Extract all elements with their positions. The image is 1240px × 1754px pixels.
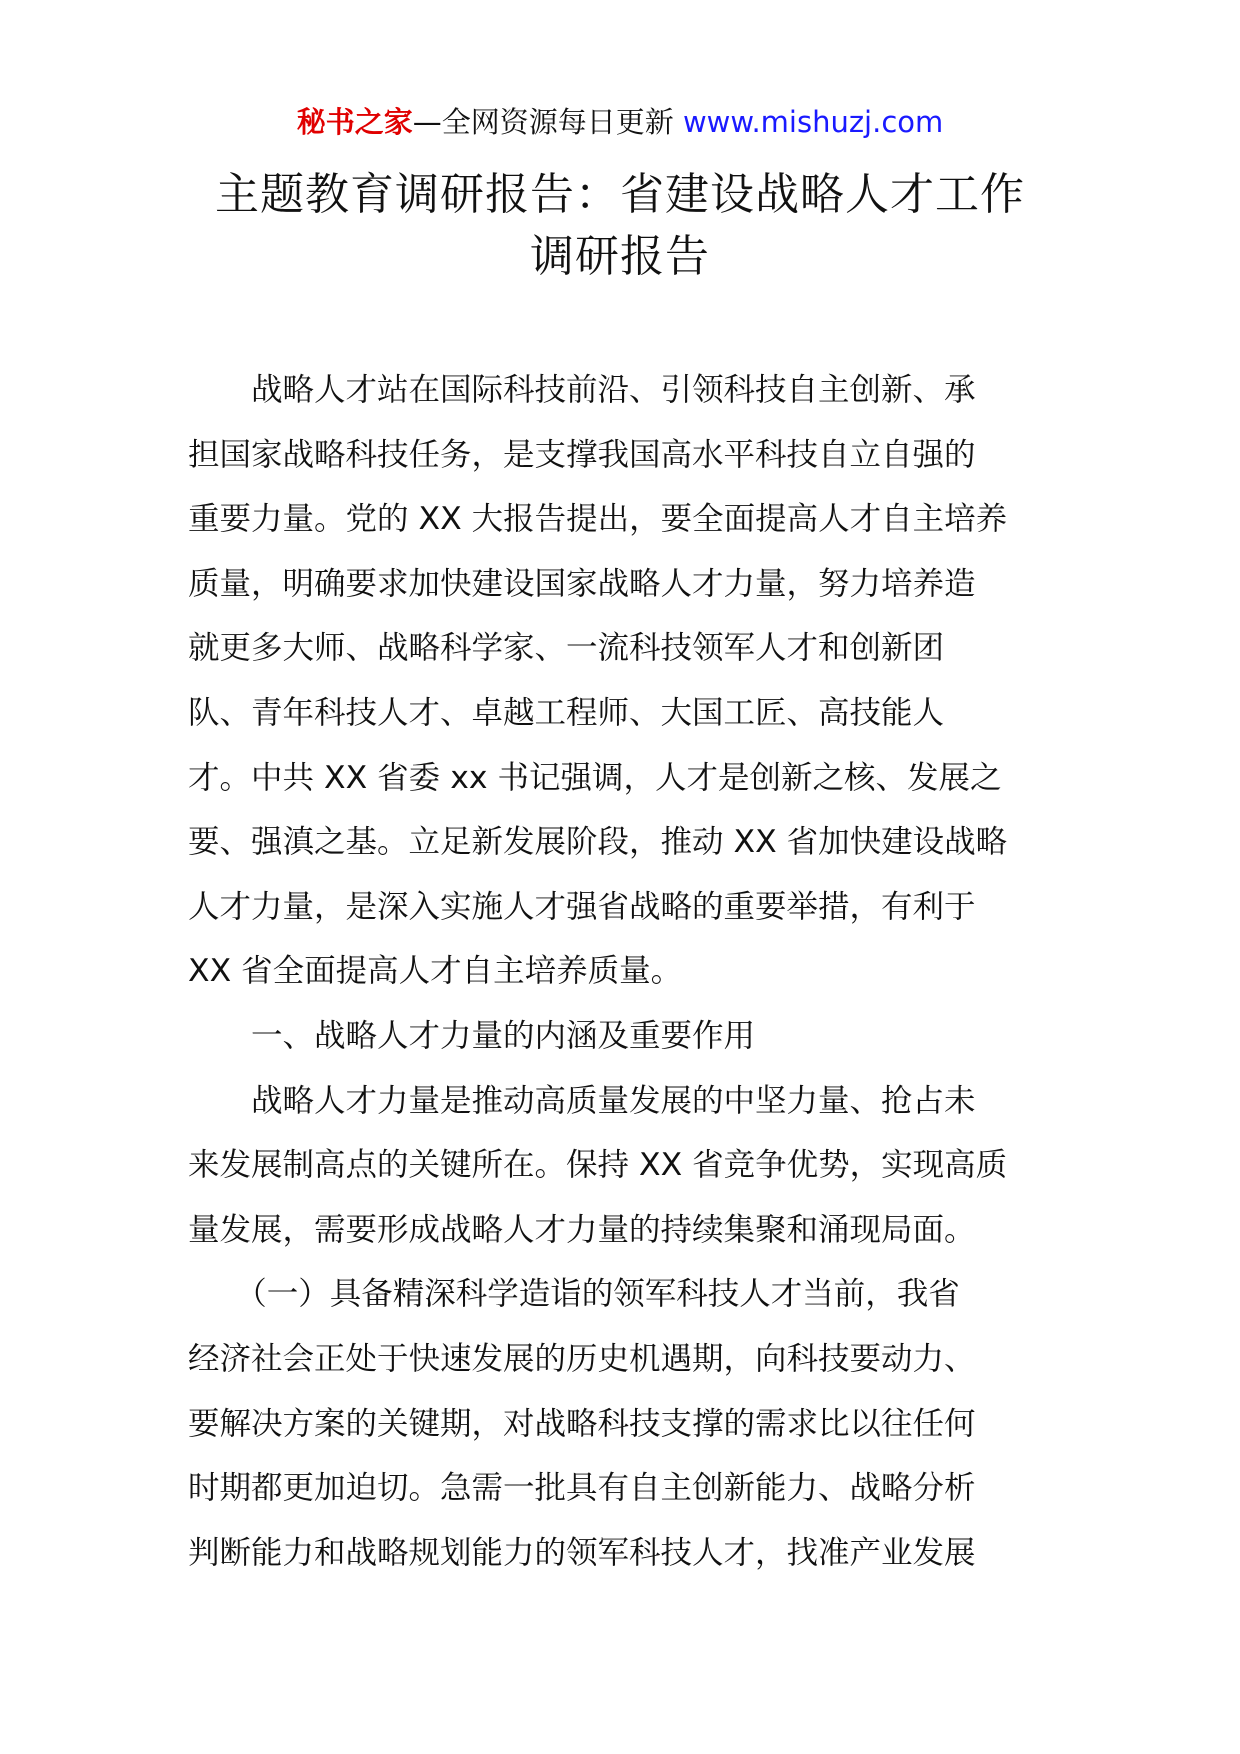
body-line: 判断能力和战略规划能力的领军科技人才，找准产业发展 xyxy=(188,1534,976,1571)
body-line: 经济社会正处于快速发展的历史机遇期，向科技要动力、 xyxy=(188,1340,976,1377)
header-brand: 秘书之家 xyxy=(296,105,413,139)
body-line: 担国家战略科技任务，是支撑我国高水平科技自立自强的 xyxy=(188,436,976,473)
body-line: 来发展制高点的关键所在。保持 XX 省竞争优势，实现高质 xyxy=(188,1147,1008,1184)
subsection-line: （一）具备精深科学造诣的领军科技人才当前，我省 xyxy=(188,1276,960,1313)
body-line: 人才力量，是深入实施人才强省战略的重要举措，有利于 xyxy=(188,888,976,925)
header-banner xyxy=(0,102,1240,142)
title-line: 主题教育调研报告：省建设战略人才工作 xyxy=(215,169,1025,220)
body-line: 时期都更加迫切。急需一批具有自主创新能力、战略分析 xyxy=(188,1470,976,1507)
body-line: 战略人才站在国际科技前沿、引领科技自主创新、承 xyxy=(188,372,976,408)
document-body xyxy=(188,358,1056,1585)
header-url[interactable]: www.mishuzj.com xyxy=(682,105,944,139)
body-line: 才。中共 XX 省委 xx 书记强调，人才是创新之核、发展之 xyxy=(188,759,1002,796)
section-heading: 一、战略人才力量的内涵及重要作用 xyxy=(188,1017,756,1054)
header-slogan: —全网资源每日更新 xyxy=(412,105,674,139)
body-line: 质量，明确要求加快建设国家战略人才力量，努力培养造 xyxy=(188,565,976,602)
body-line: XX 省全面提高人才自主培养质量。 xyxy=(188,953,683,990)
body-line: 队、青年科技人才、卓越工程师、大国工匠、高技能人 xyxy=(188,694,945,731)
body-line: 量发展，需要形成战略人才力量的持续集聚和涌现局面。 xyxy=(188,1211,976,1248)
title-line: 调研报告 xyxy=(530,231,710,282)
body-line: 就更多大师、战略科学家、一流科技领军人才和创新团 xyxy=(188,630,945,667)
body-line: 战略人才力量是推动高质量发展的中坚力量、抢占未 xyxy=(188,1082,976,1119)
document-title xyxy=(150,164,1090,288)
body-line: 要解决方案的关键期，对战略科技支撑的需求比以往任何 xyxy=(188,1405,976,1442)
body-line: 要、强滇之基。立足新发展阶段，推动 XX 省加快建设战略 xyxy=(188,824,1008,861)
body-line: 重要力量。党的 XX 大报告提出，要全面提高人才自主培养 xyxy=(188,501,1008,538)
